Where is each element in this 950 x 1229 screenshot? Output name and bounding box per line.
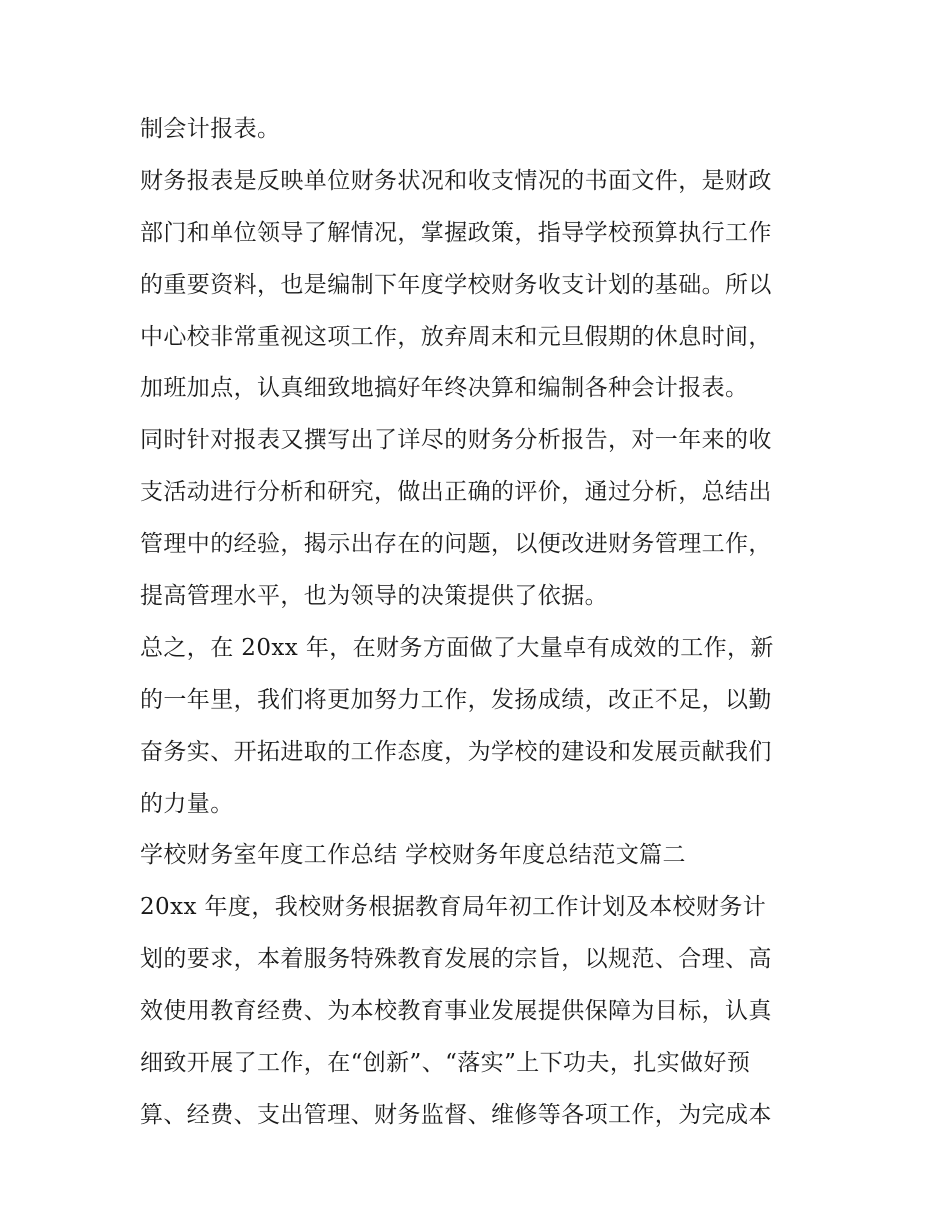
text-line-20: 算、经费、支出管理、财务监督、维修等各项工作，为完成本 — [140, 1101, 772, 1128]
text-line-11: 总之，在 20xx 年，在财务方面做了大量卓有成效的工作，新 — [140, 634, 774, 661]
text-line-10: 提高管理水平，也为领导的决策提供了依据。 — [140, 583, 608, 610]
text-line-6: 加班加点，认真细致地搞好年终决算和编制各种会计报表。 — [140, 375, 749, 402]
text-line-12: 的一年里，我们将更加努力工作，发扬成绩，改正不足，以勤 — [140, 686, 772, 713]
text-line-19: 细致开展了工作，在“创新”、“落实”上下功夫，扎实做好预 — [140, 1050, 751, 1077]
text-line-5: 中心校非常重视这项工作，放弃周末和元旦假期的休息时间， — [140, 323, 772, 350]
text-line-18: 效使用教育经费、为本校教育事业发展提供保障为目标，认真 — [140, 998, 772, 1025]
text-line-14: 的力量。 — [140, 790, 234, 817]
text-line-17: 划的要求，本着服务特殊教育发展的宗旨，以规范、合理、高 — [140, 946, 772, 973]
text-line-8: 支活动进行分析和研究，做出正确的评价，通过分析，总结出 — [140, 479, 772, 506]
text-line-9: 管理中的经验，揭示出存在的问题，以便改进财务管理工作， — [140, 531, 772, 558]
document-body — [140, 104, 820, 1142]
text-line-4: 的重要资料，也是编制下年度学校财务收支计划的基础。所以 — [140, 271, 772, 298]
text-line-7: 同时针对报表又撰写出了详尽的财务分析报告，对一年来的收 — [140, 427, 772, 454]
section-heading: 学校财务室年度工作总结 学校财务年度总结范文篇二 — [140, 842, 686, 869]
text-line-13: 奋务实、开拓进取的工作态度，为学校的建设和发展贡献我们 — [140, 738, 772, 765]
text-line-3: 部门和单位领导了解情况，掌握政策，指导学校预算执行工作 — [140, 219, 772, 246]
text-line-2: 财务报表是反映单位财务状况和收支情况的书面文件，是财政 — [140, 167, 772, 194]
text-line-1: 制会计报表。 — [140, 116, 281, 142]
text-line-16: 20xx 年度，我校财务根据教育局年初工作计划及本校财务计 — [140, 894, 767, 921]
